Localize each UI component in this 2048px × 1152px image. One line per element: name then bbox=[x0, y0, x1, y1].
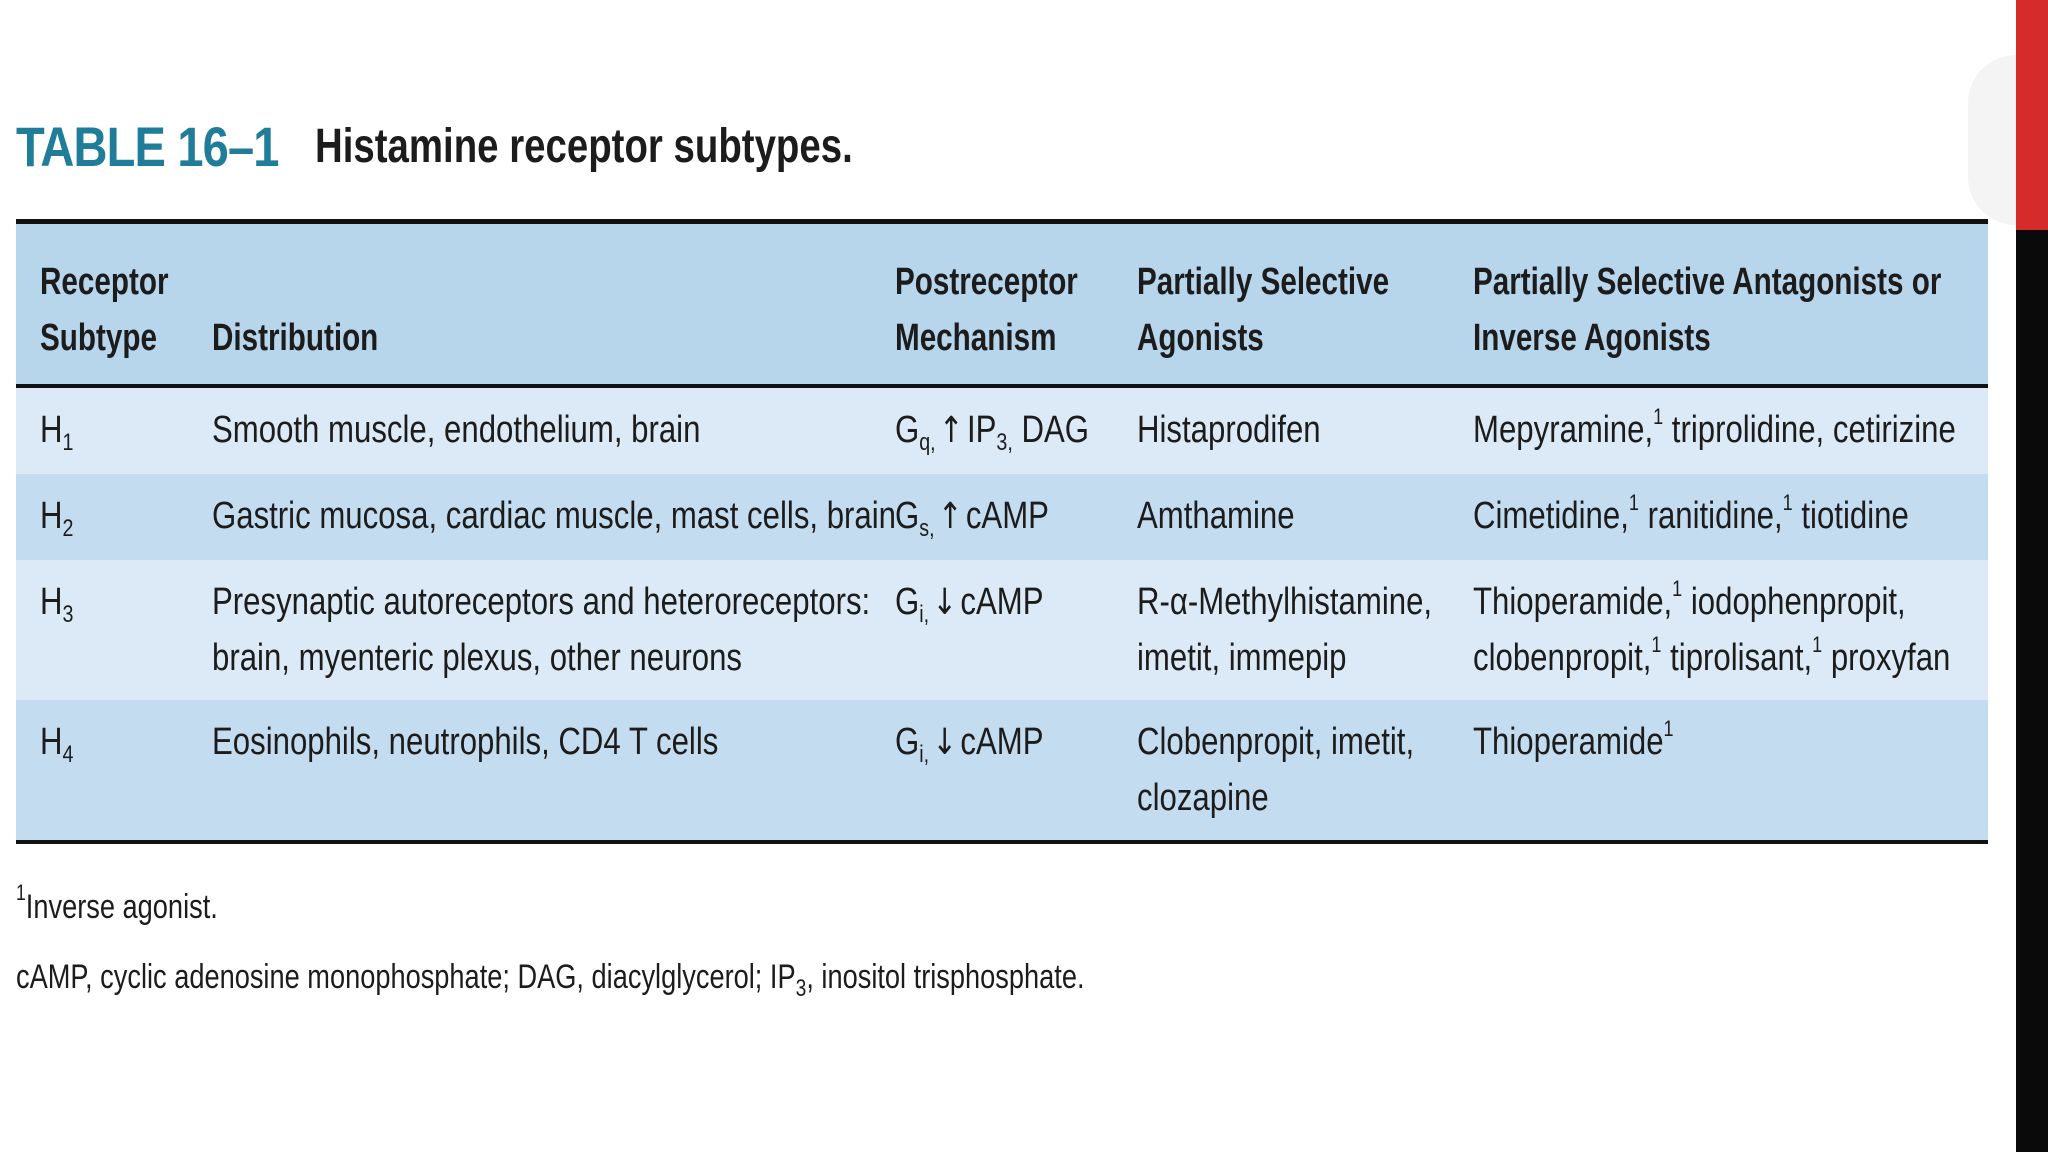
subtype-base: H bbox=[40, 409, 63, 451]
footnote-marker: 1 bbox=[1812, 632, 1823, 657]
slide-decoration bbox=[1968, 55, 2016, 225]
down-arrow-icon: ↓ bbox=[932, 722, 958, 763]
distribution-line: Gastric mucosa, cardiac muscle, mast cells, brain bbox=[212, 495, 897, 537]
agonist-line: clozapine bbox=[1137, 777, 1269, 819]
cell-antagonists bbox=[1473, 714, 1674, 770]
subtype-base: H bbox=[40, 721, 63, 763]
cell-mechanism bbox=[895, 714, 1043, 771]
footnote-marker: 1 bbox=[1663, 716, 1674, 741]
slide-edge-black-segment bbox=[2016, 230, 2048, 1152]
footnote-marker: 1 bbox=[1653, 404, 1664, 429]
subtype-index: 3 bbox=[62, 601, 74, 628]
cell-mechanism bbox=[895, 488, 1049, 545]
subtype-index: 4 bbox=[62, 741, 74, 768]
agonist-line: R-α-Methylhistamine, bbox=[1137, 581, 1433, 623]
distribution-line: brain, myenteric plexus, other neurons bbox=[212, 637, 743, 679]
antagonist-text: tiprolisant, bbox=[1661, 637, 1813, 679]
cell-distribution bbox=[212, 714, 718, 770]
g-protein-subtype: i, bbox=[919, 741, 930, 768]
antagonist-line bbox=[1473, 402, 1956, 458]
g-protein: G bbox=[895, 721, 920, 763]
cell-receptor-subtype bbox=[40, 714, 73, 770]
antagonist-text: proxyfan bbox=[1822, 637, 1951, 679]
cell-agonists bbox=[1137, 714, 1414, 826]
g-protein: G bbox=[895, 581, 920, 623]
antagonist-text: clobenpropit, bbox=[1473, 637, 1652, 679]
table-header-row bbox=[16, 224, 1988, 388]
cell-agonists bbox=[1137, 488, 1295, 544]
header-postreceptor-mechanism: Postreceptor Mechanism bbox=[895, 261, 1078, 359]
slide-edge-bar bbox=[2016, 0, 2048, 1152]
cell-mechanism bbox=[895, 402, 1089, 459]
antagonist-text: ranitidine, bbox=[1638, 495, 1783, 537]
antagonist-text: Thioperamide, bbox=[1473, 581, 1673, 623]
cell-agonists bbox=[1137, 402, 1321, 458]
cell-distribution bbox=[212, 488, 896, 544]
antagonist-text: Thioperamide bbox=[1473, 721, 1664, 763]
footnote-marker: 1 bbox=[1628, 490, 1639, 515]
receptor-table bbox=[16, 219, 1988, 844]
header-distribution: Distribution bbox=[212, 317, 379, 359]
second-messenger: cAMP bbox=[965, 495, 1049, 537]
table-title bbox=[16, 106, 987, 186]
subtype-base: H bbox=[40, 495, 63, 537]
header-selective-agonists: Partially Selective Agonists bbox=[1137, 261, 1390, 359]
cell-antagonists bbox=[1473, 402, 1956, 458]
g-protein-subtype: i, bbox=[919, 601, 930, 628]
cell-mechanism bbox=[895, 574, 1043, 631]
antagonist-line bbox=[1473, 714, 1674, 770]
g-protein-subtype: q, bbox=[919, 429, 936, 456]
table-row bbox=[16, 474, 1988, 560]
distribution-line: Eosinophils, neutrophils, CD4 T cells bbox=[212, 721, 719, 763]
cell-antagonists bbox=[1473, 488, 1909, 544]
footnote-inverse-agonist: $^1$Inverse agonist. bbox=[16, 880, 218, 926]
table-number: TABLE 16–1 bbox=[16, 114, 279, 178]
antagonist-line bbox=[1473, 630, 1950, 686]
agonist-line: Clobenpropit, imetit, bbox=[1137, 721, 1415, 763]
up-arrow-icon: ↑ bbox=[938, 410, 964, 451]
footnote-marker: 1 bbox=[1672, 576, 1683, 601]
footnote-marker: 1 bbox=[1782, 490, 1793, 515]
down-arrow-icon: ↓ bbox=[932, 582, 958, 623]
antagonist-text: triprolidine, cetirizine bbox=[1663, 409, 1956, 451]
second-messenger: cAMP bbox=[960, 581, 1044, 623]
footnote-abbreviations: cAMP, cyclic adenosine monophosphate; DAG, diacylglycerol; $IP_3$, inositol trisphosphate. bbox=[16, 958, 1085, 1002]
subtype-index: 2 bbox=[62, 515, 74, 542]
table-row bbox=[16, 388, 1988, 474]
g-protein: G bbox=[895, 409, 920, 451]
antagonist-line bbox=[1473, 574, 1950, 630]
agonist-line: imetit, immepip bbox=[1137, 637, 1347, 679]
cell-agonists bbox=[1137, 574, 1432, 686]
cell-receptor-subtype bbox=[40, 402, 73, 458]
header-receptor-subtype: Receptor Subtype bbox=[40, 261, 169, 359]
agonist-line: Histaprodifen bbox=[1137, 409, 1321, 451]
distribution-line: Smooth muscle, endothelium, brain bbox=[212, 409, 701, 451]
subtype-base: H bbox=[40, 581, 63, 623]
second-messenger-extra: DAG bbox=[1012, 409, 1089, 451]
antagonist-text: tiotidine bbox=[1792, 495, 1909, 537]
cell-distribution bbox=[212, 574, 870, 686]
second-messenger: IP bbox=[966, 409, 997, 451]
up-arrow-icon: ↑ bbox=[937, 496, 963, 537]
antagonist-text: Cimetidine, bbox=[1473, 495, 1629, 537]
footnote-marker: 1 bbox=[1651, 632, 1662, 657]
cell-distribution bbox=[212, 402, 700, 458]
distribution-line: Presynaptic autoreceptors and heteroreceptors: bbox=[212, 581, 871, 623]
cell-receptor-subtype bbox=[40, 488, 73, 544]
table-body bbox=[16, 388, 1988, 840]
g-protein: G bbox=[895, 495, 920, 537]
antagonist-text: Mepyramine, bbox=[1473, 409, 1654, 451]
second-messenger: cAMP bbox=[960, 721, 1044, 763]
table-footnotes bbox=[16, 872, 1085, 1012]
g-protein-subtype: s, bbox=[919, 515, 935, 542]
subtype-index: 1 bbox=[62, 429, 74, 456]
table-row bbox=[16, 700, 1988, 840]
slide-edge-red-segment bbox=[2016, 0, 2048, 230]
cell-receptor-subtype bbox=[40, 574, 73, 630]
second-messenger-index: 3, bbox=[996, 429, 1013, 456]
agonist-line: Amthamine bbox=[1137, 495, 1295, 537]
table-row bbox=[16, 560, 1988, 700]
header-selective-antagonists: Partially Selective Antagonists or Inverse Agonists bbox=[1473, 261, 1942, 359]
antagonist-text: iodophenpropit, bbox=[1682, 581, 1906, 623]
antagonist-line bbox=[1473, 488, 1909, 544]
table-caption: Histamine receptor subtypes. bbox=[314, 119, 853, 173]
cell-antagonists bbox=[1473, 574, 1950, 686]
